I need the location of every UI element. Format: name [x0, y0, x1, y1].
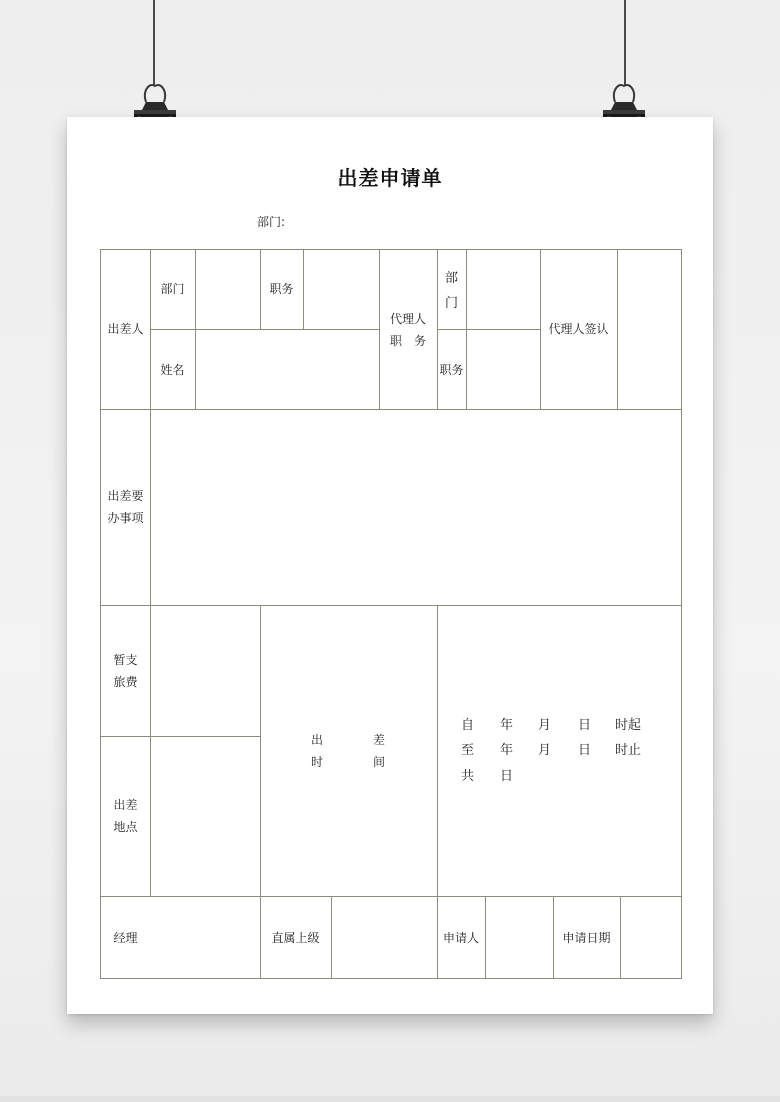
traveler-dept-label: 部门 — [160, 282, 185, 296]
traveler-position-label: 职务 — [269, 282, 294, 296]
footer-applicant-field[interactable] — [486, 897, 552, 978]
traveler-position-field[interactable] — [304, 251, 378, 328]
location-label-line1: 出差 — [113, 798, 138, 812]
period-to-day: 日 — [578, 743, 592, 758]
matters-label-line1: 出差要 — [107, 489, 144, 503]
footer-supervisor-label: 直属上级 — [271, 931, 320, 945]
trip-time-char-1: 出 — [311, 733, 324, 747]
footer-applicant-label: 申请人 — [442, 931, 479, 945]
footer-manager-field[interactable] — [151, 897, 259, 978]
application-form-table — [100, 249, 682, 979]
trip-time-char-2: 差 — [373, 733, 386, 747]
period-total-gong: 共 — [461, 769, 475, 784]
period-to-zhi: 至 — [461, 743, 475, 758]
period-to-year: 年 — [500, 743, 514, 758]
floor-shadow — [0, 1096, 780, 1102]
agent-sign-field[interactable] — [618, 251, 681, 408]
hanging-wire-left — [153, 0, 155, 86]
row-divider-1a — [101, 409, 150, 410]
location-field[interactable] — [151, 737, 259, 895]
agent-dept-label-line1: 部 — [444, 271, 458, 286]
period-from-month: 月 — [538, 718, 552, 733]
period-to-month: 月 — [538, 743, 552, 758]
advance-label-line2: 旅费 — [113, 675, 138, 689]
footer-manager-label: 经理 — [113, 931, 138, 945]
hanging-wire-right — [624, 0, 626, 86]
footer-supervisor-field[interactable] — [332, 897, 436, 978]
matters-field[interactable] — [151, 410, 681, 604]
agent-dept-label-line2: 门 — [444, 296, 458, 311]
location-label-line2: 地点 — [113, 820, 138, 834]
agent-sign-label: 代理人签认 — [548, 322, 609, 336]
trip-time-char-4: 间 — [373, 755, 386, 769]
traveler-dept-field[interactable] — [196, 251, 259, 328]
period-from-zi: 自 — [461, 718, 475, 733]
agent-position-field[interactable] — [467, 330, 539, 408]
matters-label-line2: 办事项 — [107, 511, 144, 525]
period-from-hour: 时起 — [615, 718, 642, 733]
period-from-day: 日 — [578, 718, 592, 733]
advance-field[interactable] — [151, 606, 259, 735]
footer-date-field[interactable] — [621, 897, 681, 978]
agent-label-line1: 代理人 — [389, 312, 426, 326]
advance-label-line1: 暂支 — [113, 653, 138, 667]
page-title: 出差申请单 — [337, 166, 443, 190]
footer-date-label: 申请日期 — [562, 931, 611, 945]
trip-time-char-3: 时 — [311, 755, 324, 769]
traveler-name-label: 姓名 — [160, 363, 185, 377]
traveler-name-field[interactable] — [196, 330, 378, 408]
col-divider-time-a — [260, 605, 261, 979]
agent-label-line2: 职 务 — [389, 334, 426, 348]
agent-position-label: 职务 — [439, 363, 464, 377]
agent-dept-field[interactable] — [467, 251, 539, 328]
period-from-year: 年 — [500, 718, 514, 733]
period-total-day: 日 — [500, 769, 514, 784]
period-to-hour: 时止 — [615, 743, 642, 758]
department-header-label: 部门: — [257, 215, 286, 229]
col-divider-time-b — [437, 605, 438, 979]
traveler-label: 出差人 — [107, 322, 144, 336]
